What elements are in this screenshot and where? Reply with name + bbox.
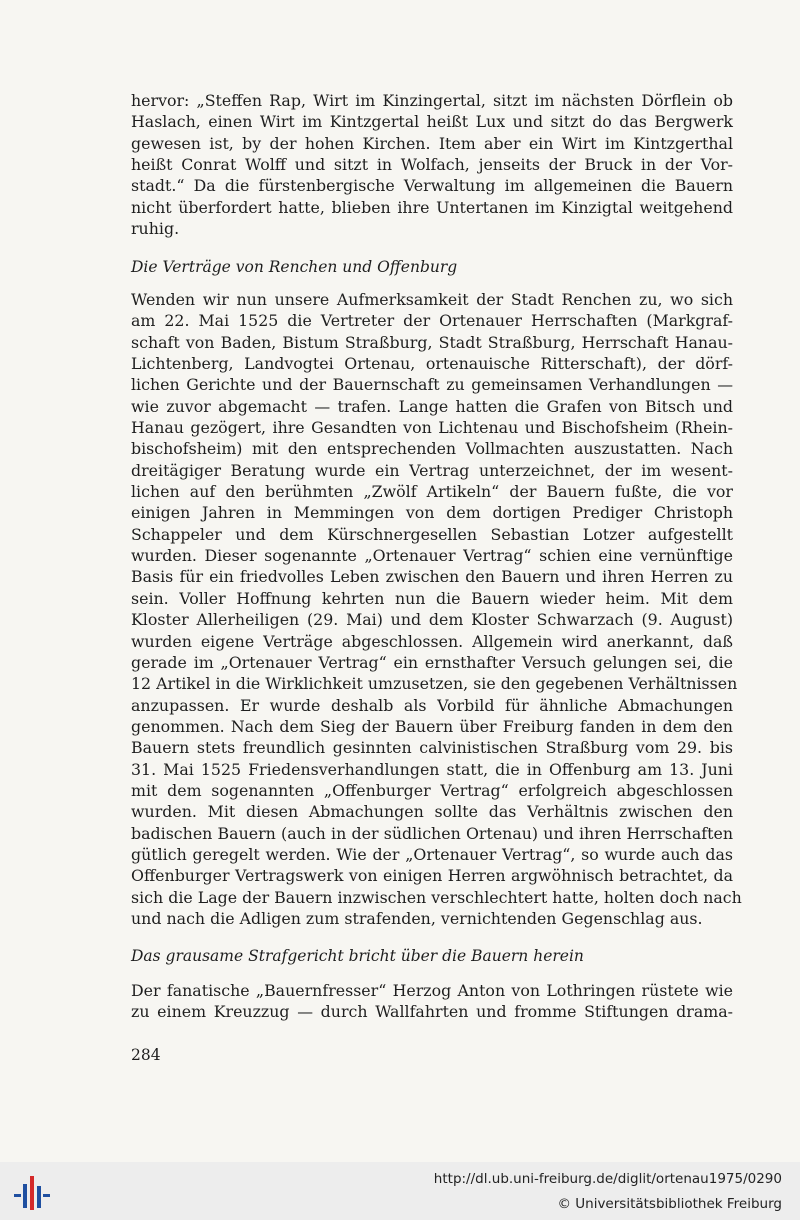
text-line: am 22. Mai 1525 die Vertreter der Ortenauer Herrschaften (Markgraf- <box>131 311 733 331</box>
text-line: wurden eigene Verträge abgeschlossen. Allgemein wird anerkannt, daß <box>131 631 733 651</box>
viewer-footer <box>0 1162 800 1220</box>
text-line: sich die Lage der Bauern inzwischen verschlechtert hatte, holten doch nach <box>131 887 742 907</box>
ub-freiburg-logo-icon <box>12 1172 52 1214</box>
copyright-notice: © Universitätsbibliothek Freiburg <box>557 1196 782 1212</box>
text-line: mit dem sogenannten „Offenburger Vertrag“ erfolgreich abgeschlossen <box>131 780 733 800</box>
text-line: genommen. Nach dem Sieg der Bauern über Freiburg fanden in dem den <box>131 716 733 736</box>
text-line: gewesen ist, by der hohen Kirchen. Item aber ein Wirt im Kintzgerthal <box>131 133 733 153</box>
text-line: Hanau gezögert, ihre Gesandten von Lichtenau und Bischofsheim (Rhein- <box>131 418 733 438</box>
text-line: Kloster Allerheiligen (29. Mai) und dem Kloster Schwarzach (9. August) <box>131 610 733 630</box>
text-line: badischen Bauern (auch in der südlichen Ortenau) und ihren Herrschaften <box>131 823 733 843</box>
text-line: bischofsheim) mit den entsprechenden Vollmachten auszustatten. Nach <box>131 439 733 459</box>
text-line: Basis für ein friedvolles Leben zwischen den Bauern und ihren Herren zu <box>131 567 733 587</box>
text-line: dreitägiger Beratung wurde ein Vertrag unterzeichnet, der im wesent- <box>131 460 733 480</box>
text-line: und nach die Adligen zum strafenden, vernichtenden Gegenschlag aus. <box>131 908 703 928</box>
text-line: anzupassen. Er wurde deshalb als Vorbild für ähnliche Abmachungen <box>131 695 733 715</box>
section-heading-vertraege: Die Verträge von Renchen und Offenburg <box>131 258 458 276</box>
text-line: Offenburger Vertragswerk von einigen Herren argwöhnisch betrachtet, da <box>131 866 733 886</box>
section-heading-strafgericht: Das grausame Strafgericht bricht über die Bauern herein <box>131 947 584 965</box>
text-line: 12 Artikel in die Wirklichkeit umzusetzen, sie den gegebenen Verhältnissen <box>131 674 738 694</box>
text-line: Lichtenberg, Landvogtei Ortenau, ortenauische Ritterschaft), der dörf- <box>131 354 733 374</box>
text-line: 31. Mai 1525 Friedensverhandlungen statt, die in Offenburg am 13. Juni <box>131 759 733 779</box>
text-line: wie zuvor abgemacht — trafen. Lange hatten die Grafen von Bitsch und <box>131 396 733 416</box>
text-line: lichen Gerichte und der Bauernschaft zu gemeinsamen Verhandlungen — <box>131 375 733 395</box>
text-line: lichen auf den berühmten „Zwölf Artikeln“ der Bauern fußte, die vor <box>131 482 733 502</box>
text-line: ruhig. <box>131 219 180 239</box>
page-number: 284 <box>131 1046 161 1064</box>
text-line: gerade im „Ortenauer Vertrag“ ein ernsthafter Versuch gelungen sei, die <box>131 652 733 672</box>
text-line: Haslach, einen Wirt im Kintzgertal heißt Lux und sitzt do das Bergwerk <box>131 112 733 132</box>
text-line: schaft von Baden, Bistum Straßburg, Stadt Straßburg, Herrschaft Hanau- <box>131 332 733 352</box>
paragraph-3 <box>131 980 733 1023</box>
text-line: zu einem Kreuzzug — durch Wallfahrten und fromme Stiftungen drama- <box>131 1002 733 1022</box>
text-line: einigen Jahren in Memmingen von dem dortigen Prediger Christoph <box>131 503 733 523</box>
text-line: wurden. Dieser sogenannte „Ortenauer Vertrag“ schien eine vernünftige <box>131 546 733 566</box>
text-line: wurden. Mit diesen Abmachungen sollte das Verhältnis zwischen den <box>131 802 733 822</box>
text-line: heißt Conrat Wolff und sitzt in Wolfach, jenseits der Bruck in der Vor- <box>131 155 733 175</box>
document-url-link[interactable]: http://dl.ub.uni-freiburg.de/diglit/ortenau1975/0290 <box>433 1171 782 1187</box>
text-line: gütlich geregelt werden. Wie der „Ortenauer Vertrag“, so wurde auch das <box>131 844 733 864</box>
paragraph-1 <box>131 90 733 239</box>
text-line: Der fanatische „Bauernfresser“ Herzog Anton von Lothringen rüstete wie <box>131 981 733 1000</box>
text-line: Wenden wir nun unsere Aufmerksamkeit der Stadt Renchen zu, wo sich <box>131 290 733 309</box>
text-line: Bauern stets freundlich gesinnten calvinistischen Straßburg vom 29. bis <box>131 738 733 758</box>
text-line: stadt.“ Da die fürstenbergische Verwaltung im allgemeinen die Bauern <box>131 176 733 196</box>
paragraph-2 <box>131 289 742 929</box>
text-line: nicht überfordert hatte, blieben ihre Untertanen im Kinzigtal weitgehend <box>131 197 733 217</box>
text-line: sein. Voller Hoffnung kehrten nun die Bauern wieder heim. Mit dem <box>131 588 733 608</box>
text-line: Schappeler und dem Kürschnergesellen Sebastian Lotzer aufgestellt <box>131 524 733 544</box>
text-line: hervor: „Steffen Rap, Wirt im Kinzingertal, sitzt im nächsten Dörflein ob <box>131 91 733 110</box>
